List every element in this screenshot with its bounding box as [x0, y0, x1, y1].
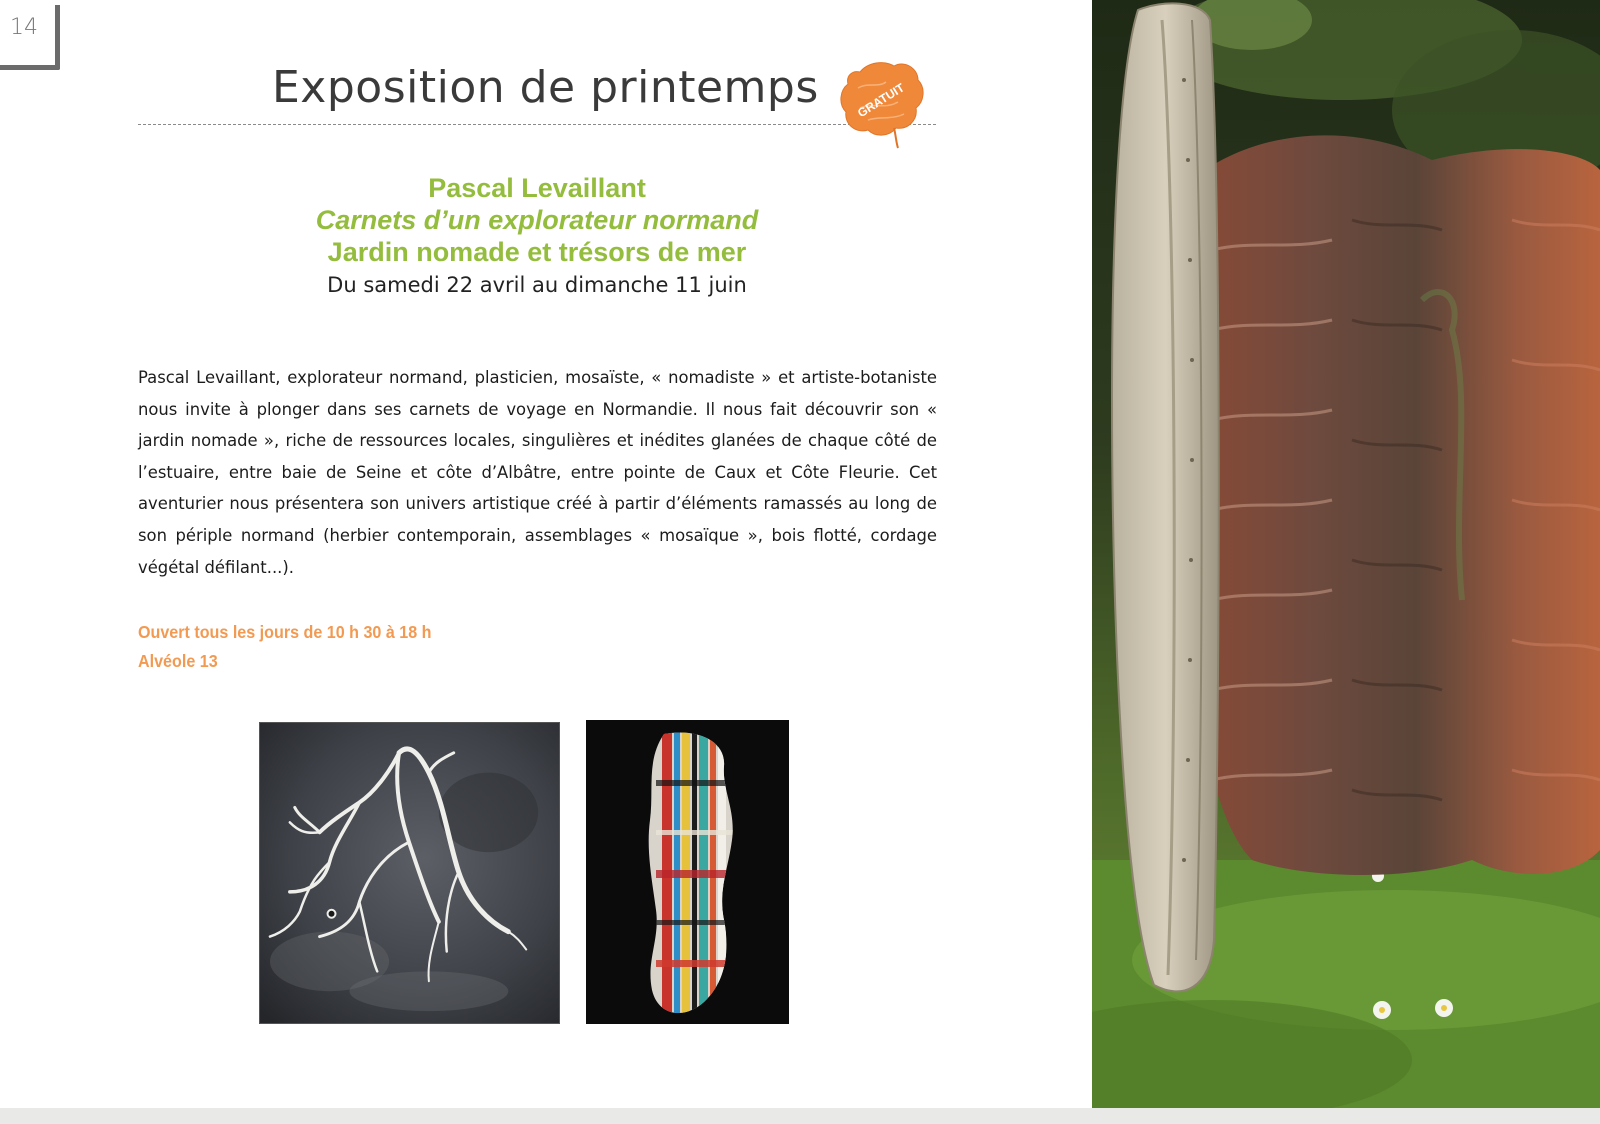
- subtitle-carnets: Carnets d’un explorateur normand: [315, 205, 759, 235]
- scan-bottom-edge: [0, 1108, 1600, 1124]
- free-badge-icon: [838, 58, 924, 150]
- leaf-sculpture-photo: [1092, 0, 1600, 1110]
- page-title: Exposition de printemps: [272, 62, 819, 113]
- page-number: 14: [0, 0, 60, 70]
- practical-info: [138, 618, 431, 676]
- exhibition-dates: Du samedi 22 avril au dimanche 11 juin: [327, 273, 747, 297]
- subtitle-jardin: Jardin nomade et trésors de mer: [327, 237, 747, 267]
- opening-hours: Ouvert tous les jours de 10 h 30 à 18 h: [138, 622, 432, 642]
- root-artwork-photo: [259, 722, 560, 1024]
- mosaic-artwork-photo: [586, 720, 789, 1024]
- location: Alvéole 13: [138, 651, 218, 671]
- description-paragraph: Pascal Levaillant, explorateur normand, plasticien, mosaïste, « nomadiste » et artiste-botaniste nous invite à plonger dans ses carnets de voyage en Normandie. Il nous fait découvrir son « jardin nomade », riche de ressources locales, singulières et inédites glanées de chaque côté de l’estuaire, entre baie de Seine et côte d’Albâtre, entre pointe de Caux et Côte Fleurie. Cet aventurier nous présentera son univers artistique créé à partir d’éléments ramassés au long de son périple normand (herbier contemporain, assemblages « mosaïque », bois flotté, cordage végétal défilant...).: [138, 368, 937, 577]
- title-divider: [138, 124, 936, 125]
- badge-text: GRATUIT: [854, 80, 907, 121]
- artist-name: Pascal Levaillant: [428, 173, 646, 203]
- headline: [232, 172, 842, 300]
